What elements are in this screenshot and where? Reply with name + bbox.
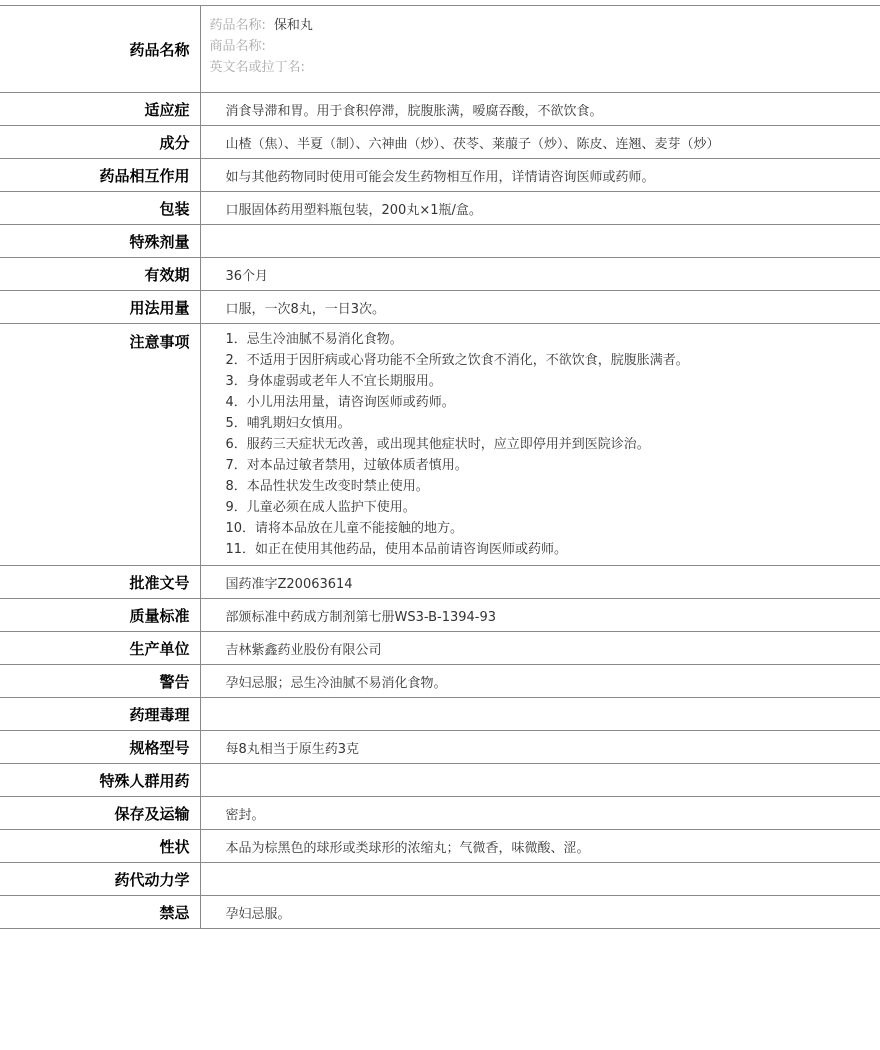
row-packaging: [0, 192, 880, 225]
row-contraindications: [0, 896, 880, 929]
label-precautions: 注意事项: [0, 324, 200, 566]
row-usage: [0, 291, 880, 324]
label-indications: 适应症: [0, 93, 200, 126]
label-specification: 规格型号: [0, 731, 200, 764]
english-name-line: [210, 57, 880, 78]
label-special-populations: 特殊人群用药: [0, 764, 200, 797]
value-storage: 密封。: [200, 797, 880, 830]
precaution-item: 1．忌生冷油腻不易消化食物。: [225, 332, 403, 347]
drug-info-table: [0, 5, 880, 929]
label-quality-standard: 质量标准: [0, 599, 200, 632]
value-manufacturer: 吉林紫鑫药业股份有限公司: [200, 632, 880, 665]
row-precautions: [0, 324, 880, 566]
drug-name-key: 药品名称:: [209, 18, 266, 33]
precaution-item: 3．身体虚弱或老年人不宜长期服用。: [225, 374, 442, 389]
english-name-key: 英文名或拉丁名:: [209, 60, 305, 75]
row-interactions: [0, 159, 880, 192]
drug-name-value: 保和丸: [273, 18, 313, 33]
value-quality-standard: 部颁标准中药成方制剂第七册WS3-B-1394-93: [200, 599, 880, 632]
label-usage: 用法用量: [0, 291, 200, 324]
value-shelf-life: 36个月: [200, 258, 880, 291]
precaution-item: 5．哺乳期妇女慎用。: [225, 416, 351, 431]
precaution-item: 11．如正在使用其他药品，使用本品前请咨询医师或药师。: [225, 542, 568, 557]
label-interactions: 药品相互作用: [0, 159, 200, 192]
value-special-dosage: [200, 225, 880, 258]
row-drug-name: [0, 6, 880, 93]
row-specification: [0, 731, 880, 764]
row-approval-number: [0, 566, 880, 599]
label-storage: 保存及运输: [0, 797, 200, 830]
row-quality-standard: [0, 599, 880, 632]
trade-name-line: [210, 36, 880, 57]
label-special-dosage: 特殊剂量: [0, 225, 200, 258]
row-pharmacokinetics: [0, 863, 880, 896]
value-indications: 消食导滞和胃。用于食积停滞，脘腹胀满，嗳腐吞酸，不欲饮食。: [200, 93, 880, 126]
precaution-item: 8．本品性状发生改变时禁止使用。: [225, 479, 429, 494]
value-interactions: 如与其他药物同时使用可能会发生药物相互作用，详情请咨询医师或药师。: [200, 159, 880, 192]
precaution-item: 4．小儿用法用量，请咨询医师或药师。: [225, 395, 455, 410]
label-pharmacokinetics: 药代动力学: [0, 863, 200, 896]
row-manufacturer: [0, 632, 880, 665]
value-special-populations: [200, 764, 880, 797]
label-properties: 性状: [0, 830, 200, 863]
label-approval-number: 批准文号: [0, 566, 200, 599]
value-warning: 孕妇忌服；忌生冷油腻不易消化食物。: [200, 665, 880, 698]
value-pharmacokinetics: [200, 863, 880, 896]
precaution-item: 9．儿童必须在成人监护下使用。: [225, 500, 416, 515]
value-packaging: 口服固体药用塑料瓶包装，200丸×1瓶/盒。: [200, 192, 880, 225]
drug-name-block: [200, 6, 880, 93]
label-warning: 警告: [0, 665, 200, 698]
precaution-item: 10．请将本品放在儿童不能接触的地方。: [225, 521, 464, 536]
row-pharmacology: [0, 698, 880, 731]
trade-name-key: 商品名称:: [209, 39, 266, 54]
row-shelf-life: [0, 258, 880, 291]
row-indications: [0, 93, 880, 126]
row-special-populations: [0, 764, 880, 797]
precaution-item: 6．服药三天症状无改善，或出现其他症状时，应立即停用并到医院诊治。: [225, 437, 650, 452]
label-ingredients: 成分: [0, 126, 200, 159]
value-usage: 口服，一次8丸，一日3次。: [200, 291, 880, 324]
label-packaging: 包装: [0, 192, 200, 225]
value-properties: 本品为棕黑色的球形或类球形的浓缩丸；气微香，味微酸、涩。: [200, 830, 880, 863]
row-warning: [0, 665, 880, 698]
precautions-list: [200, 324, 880, 566]
label-pharmacology: 药理毒理: [0, 698, 200, 731]
row-special-dosage: [0, 225, 880, 258]
label-contraindications: 禁忌: [0, 896, 200, 929]
value-specification: 每8丸相当于原生药3克: [200, 731, 880, 764]
value-ingredients: 山楂（焦）、半夏（制）、六神曲（炒）、茯苓、莱菔子（炒）、陈皮、连翘、麦芽（炒）: [200, 126, 880, 159]
value-contraindications: 孕妇忌服。: [200, 896, 880, 929]
label-manufacturer: 生产单位: [0, 632, 200, 665]
label-shelf-life: 有效期: [0, 258, 200, 291]
value-pharmacology: [200, 698, 880, 731]
row-properties: [0, 830, 880, 863]
precaution-item: 7．对本品过敏者禁用，过敏体质者慎用。: [225, 458, 468, 473]
drug-name-line: [210, 15, 880, 36]
label-drug-name: 药品名称: [0, 6, 200, 93]
value-approval-number: 国药准字Z20063614: [200, 566, 880, 599]
row-storage: [0, 797, 880, 830]
row-ingredients: [0, 126, 880, 159]
precaution-item: 2．不适用于因肝病或心肾功能不全所致之饮食不消化，不欲饮食，脘腹胀满者。: [225, 353, 689, 368]
